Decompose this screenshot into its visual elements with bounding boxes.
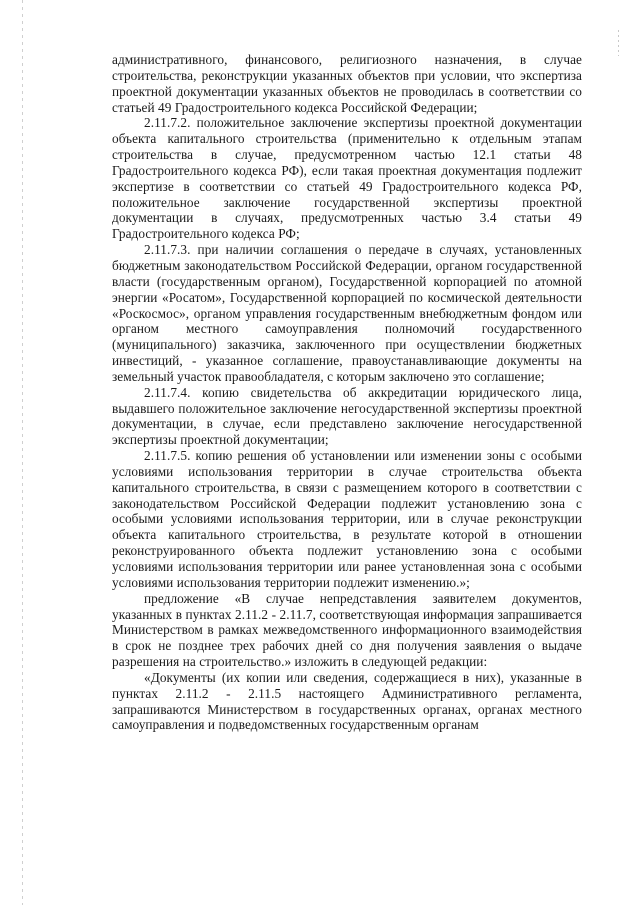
scan-edge-left bbox=[22, 0, 23, 905]
paragraph-continuation: административного, финансового, религиозного назначения, в случае строительства, реконструкции указанных объектов при условии, что экспертиза проектной документации указанных объектов не проводилась в соответствии со статьей 49 Градостроительного кодекса Российской Федерации; bbox=[112, 52, 582, 115]
paragraph-2-11-7-4: 2.11.7.4. копию свидетельства об аккредитации юридического лица, выдавшего положительное заключение негосударственной экспертизы проектной документации, в случае, если представлено заключение негосударственной экспертизы проектной документации; bbox=[112, 384, 582, 448]
document-body bbox=[112, 52, 582, 733]
scan-edge-right bbox=[618, 30, 619, 56]
paragraph-2-11-7-5: 2.11.7.5. копию решения об установлении или изменении зоны с особыми условиями использования территории в случае строительства объекта капитального строительства, в связи с размещением которого в соответствии с законодательством Российской Федерации подлежит установлению зона с особыми условиями использования территории, или в случае реконструкции объекта капитального строительства, в результате которой в отношении реконструированного объекта подлежит установлению зона с особыми условиями использования территории или ранее установленная зона с особыми условиями использования территории подлежит изменению.»; bbox=[112, 448, 582, 590]
paragraph-new-wording: «Документы (их копии или сведения, содержащиеся в них), указанные в пунктах 2.11.2 - 2.11.5 настоящего Административного регламента, запрашиваются Министерством в государственных органах, органах местного самоуправления и подведомственных государственным органам bbox=[112, 669, 582, 733]
paragraph-amendment: предложение «В случае непредставления заявителем документов, указанных в пунктах 2.11.2 - 2.11.7, соответствующая информация запрашивается Министерством в рамках межведомственного информационного взаимодействия в срок не позднее трех рабочих дней со дня получения заявления о выдаче разрешения на строительство.» изложить в следующей редакции: bbox=[112, 590, 582, 670]
paragraph-2-11-7-2: 2.11.7.2. положительное заключение экспертизы проектной документации объекта капитального строительства (применительно к отдельным этапам строительства в случае, предусмотренном частью 12.1 статьи 48 Градостроительного кодекса РФ), если такая проектная документация подлежит экспертизе в соответствии со статьей 49 Градостроительного кодекса РФ, положительное заключение государственной экспертизы проектной документации в случаях, предусмотренных частью 3.4 статьи 49 Градостроительного кодекса РФ; bbox=[112, 115, 582, 242]
paragraph-2-11-7-3: 2.11.7.3. при наличии соглашения о передаче в случаях, установленных бюджетным законодательством Российской Федерации, органом государственной власти (государственным органом), Государственной корпорацией по атомной энергии «Росатом», Государственной корпорацией по космической деятельности «Роскосмос», органом управления государственным внебюджетным фондом или органом местного самоуправления полномочий государственного (муниципального) заказчика, заключенного при осуществлении бюджетных инвестиций, - указанное соглашение, правоустанавливающие документы на земельный участок правообладателя, с которым заключено это соглашение; bbox=[112, 242, 582, 384]
